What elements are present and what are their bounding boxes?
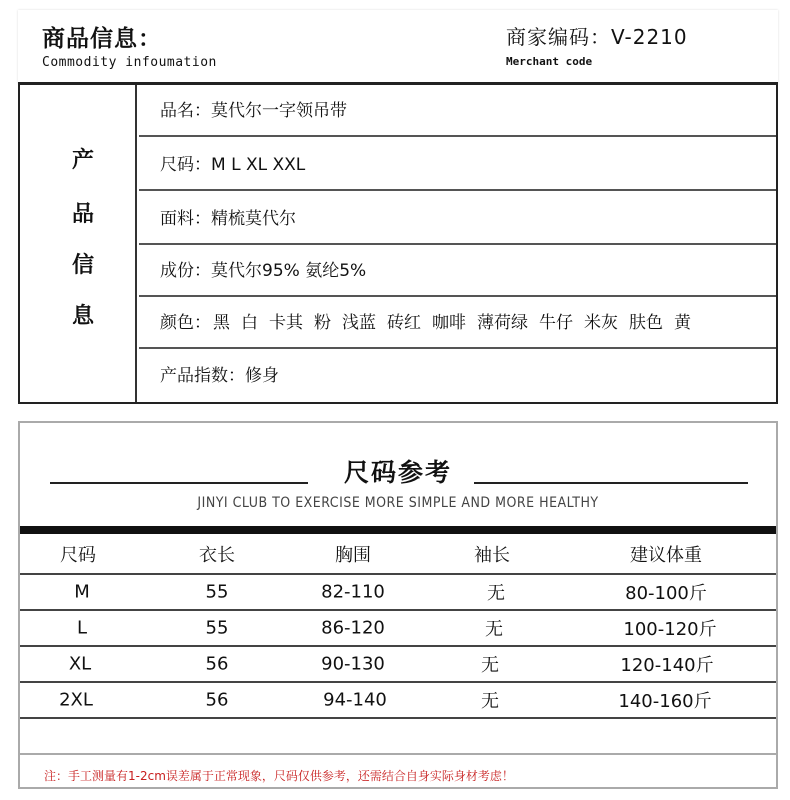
table-cell: XL [68,653,92,675]
color-option: 白 [241,313,258,333]
side-label-char: 信 [72,253,95,278]
color-option: 砖红 [387,313,421,333]
size-chart-slogan: JINYI CLUB TO EXERCISE MORE SIMPLE AND MORE HEALTHY [197,495,599,511]
size-table [20,535,776,755]
table-row [20,575,776,611]
column-header: 胸围 [335,545,371,566]
size-chart-panel [18,421,778,789]
table-cell: 55 [205,617,229,639]
table-cell: 100-120斤 [623,619,717,640]
color-option: 卡其 [269,313,303,333]
side-label-char: 产 [72,148,95,173]
info-row-sizes: 尺码：M L XL XXL [139,139,776,191]
color-option: 肤色 [629,313,663,333]
merchant-code-block [506,21,688,68]
column-header: 袖长 [474,545,510,566]
size-chart-title: 尺码参考 [343,458,452,487]
table-row [20,647,776,683]
section-subtitle: Commodity infoumation [42,55,217,70]
table-cell: 82-110 [321,581,385,603]
info-row-name: 品名：莫代尔一字领吊带 [139,85,776,137]
column-header: 建议体重 [630,545,702,566]
table-cell: 56 [205,689,229,711]
product-info-side-label [20,85,137,402]
column-header: 尺码 [60,545,96,566]
product-info-table [18,82,778,404]
info-row-colors [139,297,776,349]
color-option: 黄 [674,313,691,333]
table-cell: 56 [205,653,229,675]
column-header: 衣长 [199,545,235,566]
table-cell: 86-120 [321,617,385,639]
color-option: 米灰 [584,313,618,333]
size-table-header-row [20,535,776,575]
table-cell: 120-140斤 [620,655,714,676]
merchant-code: 商家编码：V-2210 [506,25,688,49]
table-cell: 80-100斤 [625,583,707,604]
colors-label: 颜色： [160,313,211,333]
table-cell: 2XL [59,689,93,711]
table-cell: L [76,617,88,639]
header-left [42,20,217,70]
table-row [20,611,776,647]
color-option: 粉 [314,313,331,333]
table-cell: 94-140 [323,689,387,711]
table-cell: 无 [487,583,505,604]
table-row [20,683,776,719]
color-option: 黑 [213,313,230,333]
color-option: 咖啡 [432,313,466,333]
table-cell: 无 [485,619,503,640]
color-option: 牛仔 [539,313,573,333]
size-chart-header [20,423,776,531]
info-row-composition: 成份：莫代尔95% 氨纶5% [139,245,776,297]
table-cell: 无 [481,691,499,712]
measurement-note: 注：手工测量有1-2cm误差属于正常现象，尺码仅供参考，还需结合自身实际身材考虑！ [44,769,514,783]
info-row-fabric: 面料：精梳莫代尔 [139,193,776,245]
info-row-fit-index: 产品指数：修身 [160,366,279,386]
table-cell: 90-130 [321,653,385,675]
table-cell: 无 [481,655,499,676]
header-divider-bar [20,526,776,534]
table-row-empty [20,719,776,755]
table-cell: 55 [205,581,229,603]
header-panel [18,10,778,84]
section-title: 商品信息： [42,26,162,52]
side-label-char: 息 [72,304,95,329]
color-option: 浅蓝 [342,313,376,333]
side-label-char: 品 [72,202,95,227]
table-cell: M [74,581,90,603]
table-cell: 140-160斤 [618,691,712,712]
merchant-code-subtitle: Merchant code [506,55,593,68]
color-option: 薄荷绿 [477,313,528,333]
